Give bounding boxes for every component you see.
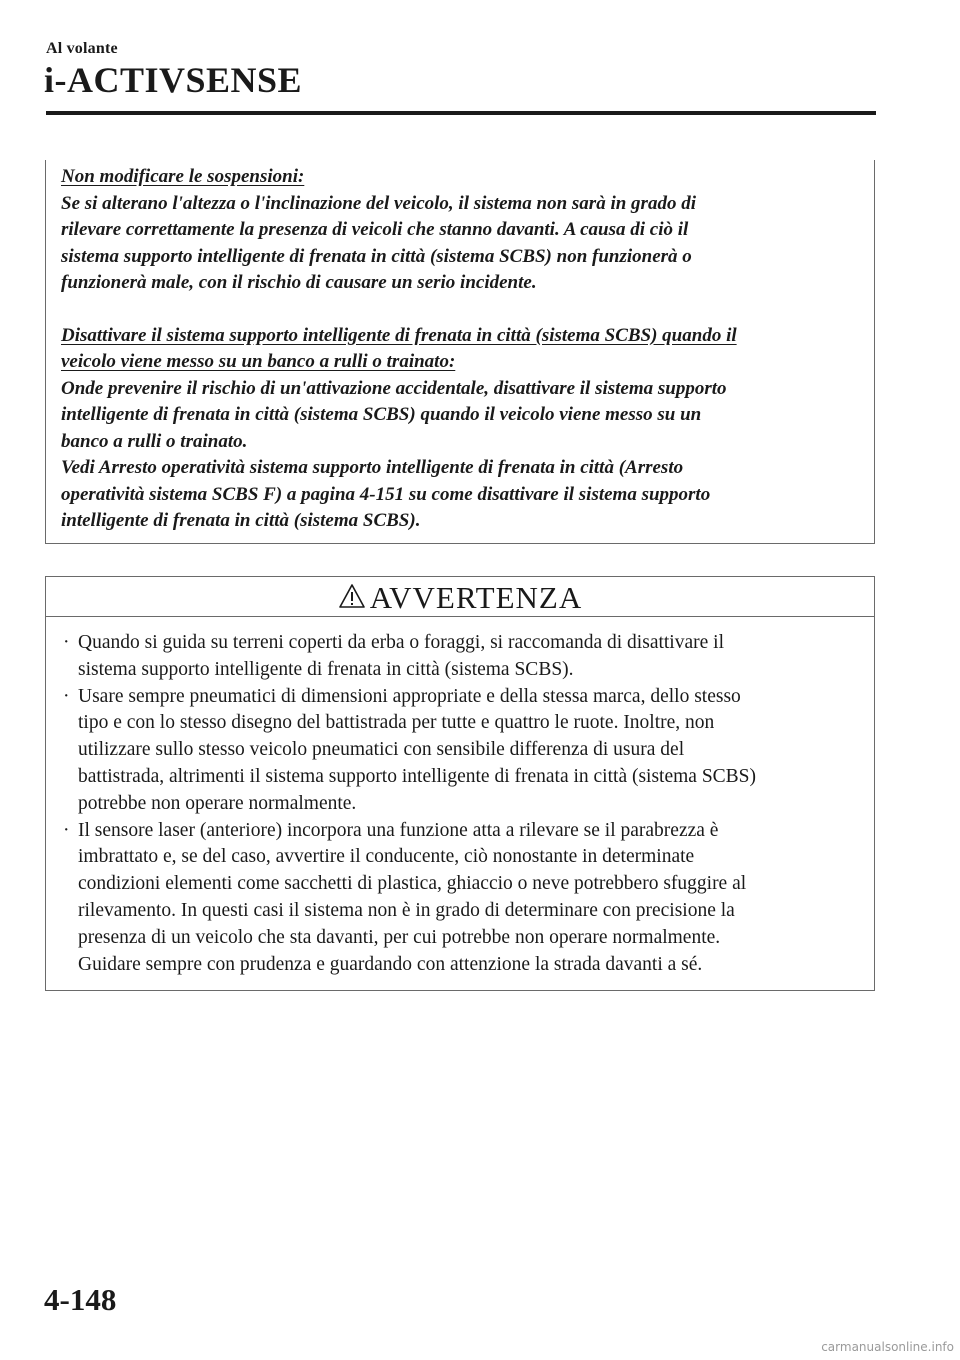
- caution-box-content: [61, 164, 861, 535]
- warning-line: battistrada, altrimenti il sistema supporto intelligente di frenata in città (sistema SCBS): [78, 765, 757, 787]
- warning-list-item: [62, 630, 862, 684]
- warning-line: rilevamento. In questi casi il sistema non è in grado di determinare con precisione la: [78, 899, 735, 921]
- warning-title: AVVERTENZA: [369, 580, 583, 615]
- caution-body-line: banco a rulli o trainato.: [61, 430, 248, 452]
- bullet: ·: [63, 819, 70, 841]
- caution-body-line: operatività sistema SCBS F) a pagina 4-151 su come disattivare il sistema supporto: [61, 483, 711, 505]
- caution-body-line: intelligente di frenata in città (sistema SCBS).: [61, 510, 421, 531]
- warning-triangle-icon: [338, 583, 366, 609]
- warning-box: [45, 576, 875, 991]
- page-number: 4-148: [44, 1282, 117, 1317]
- warning-list-item: [62, 684, 862, 818]
- paragraph-gap: [61, 297, 861, 323]
- caution-heading-scbs-line: Disattivare il sistema supporto intelligente di frenata in città (sistema SCBS) quando il: [61, 324, 737, 346]
- watermark: carmanualsonline.info: [821, 1340, 954, 1354]
- caution-box: [45, 160, 875, 544]
- caution-body-line: Se si alterano l'altezza o l'inclinazione del veicolo, il sistema non sarà in grado di: [61, 192, 696, 214]
- warning-list: [62, 630, 862, 978]
- caution-body-line: sistema supporto intelligente di frenata in città (sistema SCBS) non funzionerà o: [61, 245, 692, 267]
- caution-body-line: funzionerà male, con il rischio di causare un serio incidente.: [61, 272, 537, 293]
- caution-body-line: intelligente di frenata in città (sistema SCBS) quando il veicolo viene messo su un: [61, 404, 702, 425]
- caution-body-line: Onde prevenire il rischio di un'attivazione accidentale, disattivare il sistema supporto: [61, 377, 727, 399]
- caution-heading-suspension: Non modificare le sospensioni:: [61, 166, 305, 187]
- warning-line: presenza di un veicolo che sta davanti, per cui potrebbe non operare normalmente.: [78, 926, 721, 948]
- chapter-title: i-ACTIVSENSE: [44, 60, 303, 100]
- header-divider: [46, 111, 876, 115]
- warning-header: [46, 577, 874, 617]
- caution-body-line: rilevare correttamente la presenza di veicoli che stanno davanti. A causa di ciò il: [61, 219, 689, 240]
- warning-line: Quando si guida su terreni coperti da erba o foraggi, si raccomanda di disattivare il: [78, 632, 724, 653]
- warning-line: Il sensore laser (anteriore) incorpora una funzione atta a rilevare se il parabrezza è: [78, 819, 719, 841]
- warning-line: Guidare sempre con prudenza e guardando con attenzione la strada davanti a sé.: [78, 953, 703, 975]
- warning-line: condizioni elementi come sacchetti di plastica, ghiaccio o neve potrebbero sfuggire al: [78, 873, 747, 895]
- warning-line: Usare sempre pneumatici di dimensioni appropriate e della stessa marca, dello stesso: [78, 685, 741, 707]
- caution-body-line: Vedi Arresto operatività sistema supporto intelligente di frenata in città (Arresto: [61, 457, 684, 478]
- bullet: ·: [63, 632, 70, 653]
- warning-list-item: [62, 818, 862, 979]
- bullet: ·: [63, 685, 70, 707]
- caution-heading-scbs-line: veicolo viene messo su un banco a rulli o trainato:: [61, 351, 456, 372]
- warning-line: sistema supporto intelligente di frenata in città (sistema SCBS).: [78, 658, 574, 680]
- warning-line: utilizzare sullo stesso veicolo pneumatici con sensibile differenza di usura del: [78, 739, 685, 761]
- warning-line: imbrattato e, se del caso, avvertire il conducente, ciò nonostante in determinate: [78, 846, 695, 868]
- warning-line: potrebbe non operare normalmente.: [78, 792, 357, 814]
- section-label: Al volante: [46, 40, 118, 57]
- warning-line: tipo e con lo stesso disegno del battistrada per tutte e quattro le ruote. Inoltre, non: [78, 712, 715, 734]
